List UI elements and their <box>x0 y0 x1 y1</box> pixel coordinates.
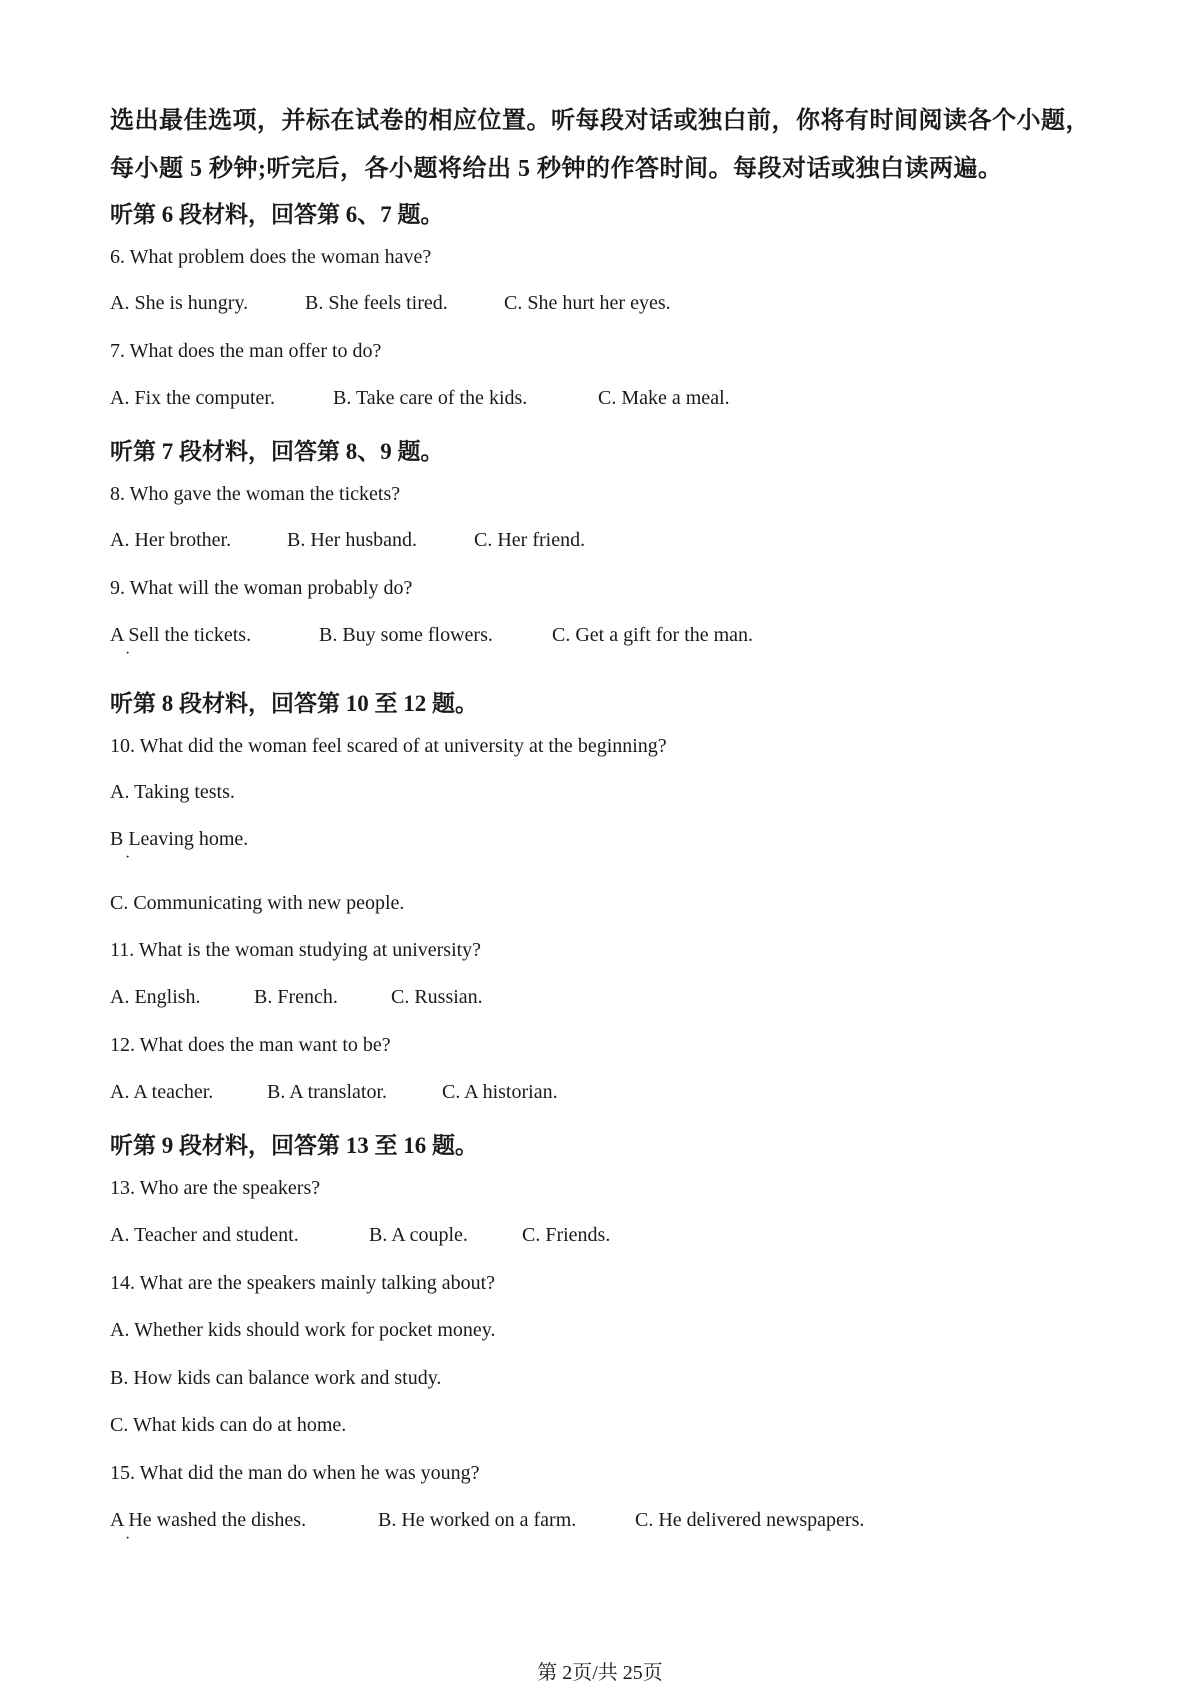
question-15: 15. What did the man do when he was young? <box>110 1462 480 1484</box>
option-14-a: A. Whether kids should work for pocket money. <box>110 1319 496 1341</box>
section-heading-9: 听第 9 段材料，回答第 13 至 16 题。 <box>110 1133 478 1158</box>
option-7-a: A. Fix the computer. <box>110 387 275 409</box>
option-8-c: C. Her friend. <box>474 529 586 551</box>
options-9 <box>110 624 753 647</box>
question-10: 10. What did the woman feel scared of at university at the beginning? <box>110 735 667 757</box>
option-12-b: B. A translator. <box>267 1081 387 1103</box>
section-heading-8: 听第 8 段材料，回答第 10 至 12 题。 <box>110 691 478 716</box>
option-11-b: B. French. <box>254 986 338 1008</box>
option-6-b: B. She feels tired. <box>305 292 448 314</box>
option-10-a: A. Taking tests. <box>110 781 235 803</box>
options-15 <box>110 1509 864 1532</box>
question-9: 9. What will the woman probably do? <box>110 577 413 599</box>
answer-dot-15: · <box>125 1530 131 1547</box>
question-11: 11. What is the woman studying at university? <box>110 939 482 961</box>
option-6-a: A. She is hungry. <box>110 292 249 314</box>
options-8 <box>110 529 585 552</box>
instruction-line-2: 每小题 5 秒钟;听完后，各小题将给出 5 秒钟的作答时间。每段对话或独白读两遍。 <box>110 156 1003 182</box>
question-13: 13. Who are the speakers? <box>110 1177 321 1199</box>
option-12-c: C. A historian. <box>442 1081 558 1103</box>
option-9-c: C. Get a gift for the man. <box>552 624 754 646</box>
options-13 <box>110 1224 610 1247</box>
options-11 <box>110 986 483 1009</box>
section-heading-6: 听第 6 段材料，回答第 6、7 题。 <box>110 202 444 227</box>
options-7 <box>110 387 730 410</box>
question-7: 7. What does the man offer to do? <box>110 340 382 362</box>
answer-dot-9: · <box>125 645 131 662</box>
option-7-c: C. Make a meal. <box>598 387 730 409</box>
option-11-c: C. Russian. <box>391 986 483 1008</box>
section-heading-7: 听第 7 段材料，回答第 8、9 题。 <box>110 439 444 464</box>
option-6-c: C. She hurt her eyes. <box>504 292 671 314</box>
instruction-line-1: 选出最佳选项，并标在试卷的相应位置。听每段对话或独白前，你将有时间阅读各个小题， <box>110 108 1090 134</box>
options-12 <box>110 1081 558 1104</box>
options-6 <box>110 292 671 315</box>
option-14-b: B. How kids can balance work and study. <box>110 1367 442 1389</box>
option-7-b: B. Take care of the kids. <box>333 387 528 409</box>
option-13-c: C. Friends. <box>522 1224 611 1246</box>
option-14-c: C. What kids can do at home. <box>110 1414 347 1436</box>
page-number: 第 2页/共 25页 <box>537 1662 663 1684</box>
question-6: 6. What problem does the woman have? <box>110 246 432 268</box>
option-13-a: A. Teacher and student. <box>110 1224 299 1246</box>
option-8-a: A. Her brother. <box>110 529 232 551</box>
option-12-a: A. A teacher. <box>110 1081 214 1103</box>
question-8: 8. Who gave the woman the tickets? <box>110 483 401 505</box>
option-10-b: B Leaving home. <box>110 828 249 850</box>
option-11-a: A. English. <box>110 986 201 1008</box>
option-13-b: B. A couple. <box>369 1224 468 1246</box>
option-9-a: A Sell the tickets. <box>110 624 252 646</box>
question-12: 12. What does the man want to be? <box>110 1034 391 1056</box>
option-15-a: A He washed the dishes. <box>110 1509 307 1531</box>
option-15-c: C. He delivered newspapers. <box>635 1509 865 1531</box>
option-15-b: B. He worked on a farm. <box>378 1509 577 1531</box>
option-10-c: C. Communicating with new people. <box>110 892 405 914</box>
question-14: 14. What are the speakers mainly talking about? <box>110 1272 496 1294</box>
option-9-b: B. Buy some flowers. <box>319 624 493 646</box>
answer-dot-10: · <box>125 849 131 866</box>
option-8-b: B. Her husband. <box>287 529 417 551</box>
